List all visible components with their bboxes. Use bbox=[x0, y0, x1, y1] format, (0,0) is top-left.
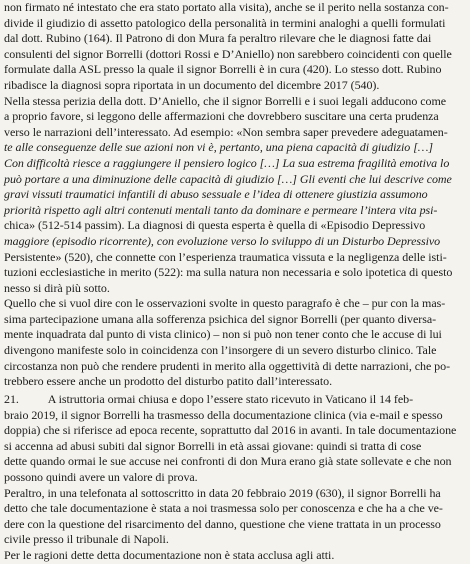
paragraph bbox=[4, 296, 466, 390]
text-line: Per le ragioni dette detta documentazione non è stata acclusa agli atti. bbox=[4, 547, 335, 562]
text-line: gravi vissuti traumatici infantili di abuso sessuale e l’idea di ottenere giustizia assumono bbox=[4, 187, 428, 202]
text-line: sima partecipazione umana alla sofferenza psichica del signor Borrelli (per quanto diversa- bbox=[4, 311, 437, 326]
text-line: a proprio favore, si leggono delle affermazioni che dovrebbero suscitare una certa prudenza bbox=[4, 109, 439, 124]
text-line: ribadisce la diagnosi sopra riportata in un documento del dicembre 2017 (540). bbox=[4, 77, 380, 92]
text-line: maggiore (episodio ricorrente), con evoluzione verso lo sviluppo di un Disturbo Depressivo bbox=[4, 233, 441, 248]
paragraph bbox=[4, 486, 466, 548]
text-line: dal dott. Rubino (164). Il Patrono di don Mura fa peraltro rilevare che le diagnosi fatte dai bbox=[4, 31, 432, 46]
text-line: doppia) che si riferisce ad epoca recente, soprattutto dal 2016 in avanti. In tale documentazione bbox=[4, 423, 457, 438]
paragraph-21 bbox=[4, 392, 466, 486]
text-line: chica» (512-514 passim). La diagnosi di questa esperta è quella di «Episodio Depressivo bbox=[4, 218, 426, 233]
text-line: si accenna ad abusi subiti dal signor Borrelli in età assai giovane: quindi si tratta di cose bbox=[4, 438, 422, 453]
paragraph bbox=[4, 94, 466, 297]
text-line: circostanza non può che rendere prudenti in merito alla oggettività di dette narrazioni, che po- bbox=[4, 358, 451, 373]
text-line: Persistente» (520), che connette con l’esperienza traumatica vissuta e la negligenza delle isti- bbox=[4, 249, 447, 264]
text-line: te alle conseguenze delle sue azioni non vi è, pertanto, una piena capacità di giudizio […] bbox=[4, 140, 434, 155]
text-line: civile presso il tribunale di Napoli. bbox=[4, 532, 169, 547]
text-line: Quello che si vuol dire con le osservazioni svolte in questo paragrafo è che – pur con la mas- bbox=[4, 296, 446, 311]
text-line: può portare a una diminuzione delle capacità di giudizio […] Gli eventi che lui descrive come bbox=[4, 171, 452, 186]
text-line: consulenti del signor Borrelli (dottori Rossi e D’Aniello) non sarebbero coincidenti con quelle bbox=[4, 46, 452, 61]
text-line: Nella stessa perizia della dott. D’Aniello, che il signor Borrelli e i suoi legali adducono come bbox=[4, 93, 447, 108]
text-line: verso le narrazioni dell’interessato. Ad esempio: «Non sembra saper prevedere adeguatamen- bbox=[4, 124, 448, 139]
text-line: mente inquadrata dal punto di vista clinico) – non si può non tener conto che le accuse di lui bbox=[4, 327, 442, 342]
text-line: 21. A istruttoria ormai chiusa e dopo l’essere stato ricevuto in Vaticano il 14 feb- bbox=[4, 392, 414, 406]
text-line: detto che tale documentazione è stata a noi trasmessa solo per conoscenza e che ha a che ve- bbox=[4, 501, 443, 516]
text-line: dere con la questione del risarcimento del danno, questione che viene trattata in un processo bbox=[4, 516, 441, 531]
paragraph bbox=[4, 548, 466, 564]
text-line: priorità rispetto agli altri contenuti mentali tanto da dominare e permeare l’intera vita psi- bbox=[4, 202, 438, 217]
text-line: possono quindi avere un valore di prova. bbox=[4, 469, 198, 484]
text-line: non firmato né intestato che era stato portato alla visita), anche se il perito nella sostanza con- bbox=[4, 0, 449, 14]
text-line: divide il giudizio di assetto patologico della personalità in termini analoghi a quelli formulati bbox=[4, 15, 446, 30]
text-line: nesso si dirà più sotto. bbox=[4, 280, 110, 295]
text-line: tuzioni ecclesiastiche in merito (522): ma sulla natura non necessaria e solo ipotetica di questo bbox=[4, 265, 453, 280]
text-block-top bbox=[4, 0, 466, 390]
text-block-bottom bbox=[4, 392, 466, 564]
text-line: trebbero essere anche un prodotto del disturbo patito dall’interessato. bbox=[4, 374, 333, 389]
text-line: divengono manifeste solo in coincidenza con l’insorgere di un severo disturbo clinico. Tale bbox=[4, 343, 437, 358]
text-line: Con difficoltà riesce a raggiungere il pensiero logico […] La sua estrema fragilità emotiva lo bbox=[4, 155, 450, 170]
text-line: dette quando ormai le sue accuse nei confronti di don Mura erano già state sollevate e che non bbox=[4, 454, 452, 469]
text-line: Peraltro, in una telefonata al sottoscritto in data 20 febbraio 2019 (630), il signor Borrelli ha bbox=[4, 485, 441, 500]
text-line: braio 2019, il signor Borrelli ha trasmesso della documentazione clinica (via e-mail e spesso bbox=[4, 407, 443, 422]
text-line: formulate dalla ASL presso la quale il signor Borrelli è in cura (420). Lo stesso dott. Rubino bbox=[4, 62, 442, 77]
paragraph bbox=[4, 0, 466, 94]
